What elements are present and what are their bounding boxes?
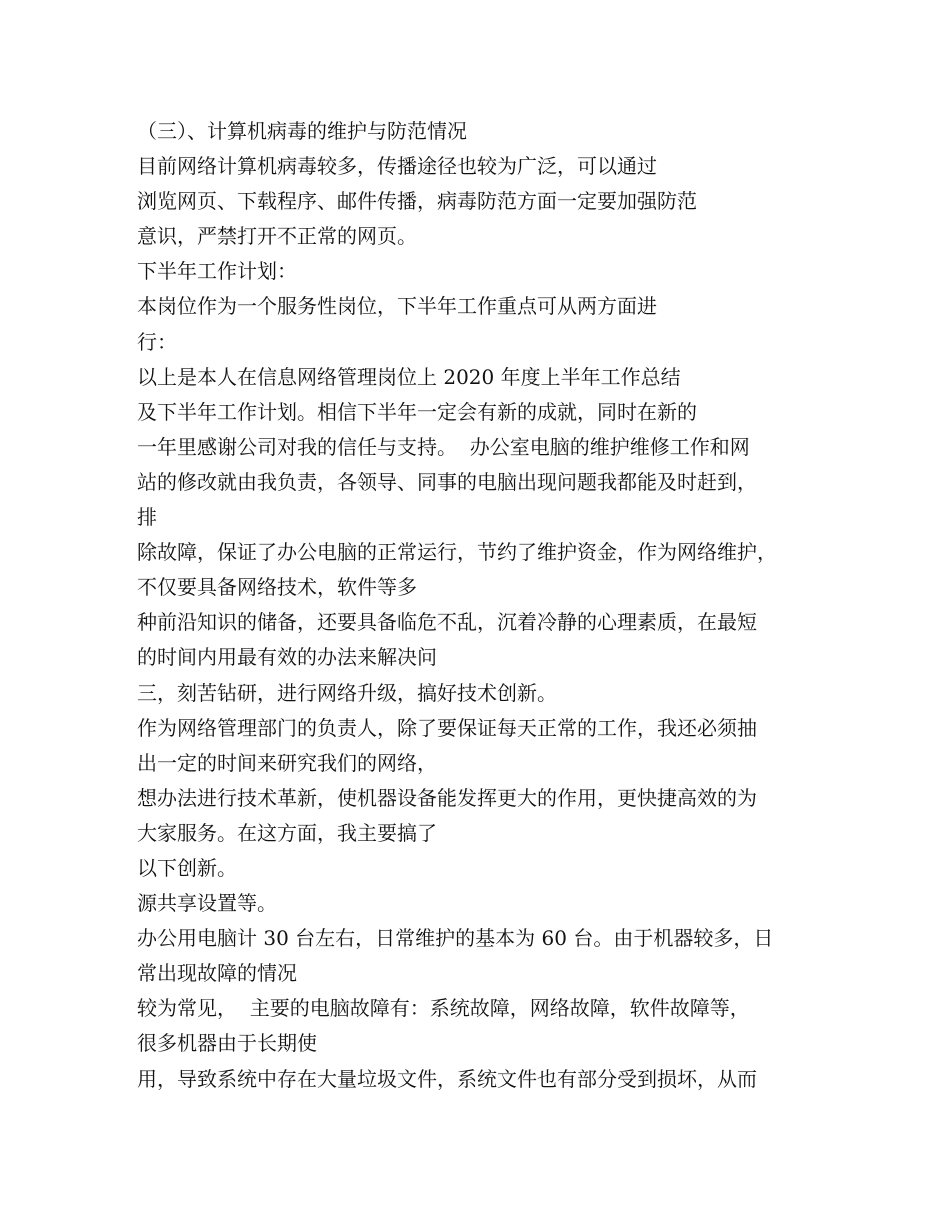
text-line: 除故障，保证了办公电脑的正常运行，节约了维护资金，作为网络维护， bbox=[137, 540, 777, 565]
text-line: 大家服务。在这方面，我主要搞了 bbox=[137, 820, 437, 845]
text-line: 源共享设置等。 bbox=[137, 891, 277, 916]
text-line: 作为网络管理部门的负责人，除了要保证每天正常的工作，我还必须抽 bbox=[137, 715, 757, 740]
text-line: 一年里感谢公司对我的信任与支持。 办公室电脑的维护维修工作和网 bbox=[137, 434, 750, 459]
text-line: 及下半年工作计划。相信下半年一定会有新的成就，同时在新的 bbox=[137, 399, 697, 424]
text-line: 排 bbox=[137, 505, 157, 530]
text-line: 的时间内用最有效的办法来解决问 bbox=[137, 645, 437, 670]
text-line: 种前沿知识的储备，还要具备临危不乱，沉着冷静的心理素质，在最短 bbox=[137, 610, 757, 635]
text-line: 常出现故障的情况 bbox=[137, 961, 297, 986]
text-line: 意识，严禁打开不正常的网页。 bbox=[137, 224, 417, 249]
text-line: 浏览网页、下载程序、邮件传播，病毒防范方面一定要加强防范 bbox=[137, 189, 697, 214]
text-line: 以下创新。 bbox=[137, 855, 237, 880]
text-line: 三，刻苦钻研，进行网络升级，搞好技术创新。 bbox=[137, 680, 557, 705]
text-line: 办公用电脑计 30 台左右，日常维护的基本为 60 台。由于机器较多，日 bbox=[137, 926, 774, 951]
body-text bbox=[137, 114, 827, 1097]
text-line: 站的修改就由我负责，各领导、同事的电脑出现问题我都能及时赶到， bbox=[137, 469, 757, 494]
text-line: 较为常见， 主要的电脑故障有：系统故障，网络故障，软件故障等， bbox=[137, 996, 750, 1021]
text-line: 下半年工作计划： bbox=[137, 259, 297, 284]
text-line: 行： bbox=[137, 329, 177, 354]
text-line: 本岗位作为一个服务性岗位，下半年工作重点可从两方面进 bbox=[137, 294, 657, 319]
text-line: 用，导致系统中存在大量垃圾文件，系统文件也有部分受到损坏，从而 bbox=[137, 1066, 757, 1091]
text-line: 很多机器由于长期使 bbox=[137, 1031, 317, 1056]
text-line: 想办法进行技术革新，使机器设备能发挥更大的作用，更快捷高效的为 bbox=[137, 785, 757, 810]
text-line: 目前网络计算机病毒较多，传播途径也较为广泛，可以通过 bbox=[137, 154, 657, 179]
text-line: 以上是本人在信息网络管理岗位上 2020 年度上半年工作总结 bbox=[137, 364, 681, 389]
text-line: 不仅要具备网络技术，软件等多 bbox=[137, 575, 417, 600]
text-line: 出一定的时间来研究我们的网络， bbox=[137, 750, 437, 775]
text-line: （三）、计算机病毒的维护与防范情况 bbox=[137, 119, 467, 143]
